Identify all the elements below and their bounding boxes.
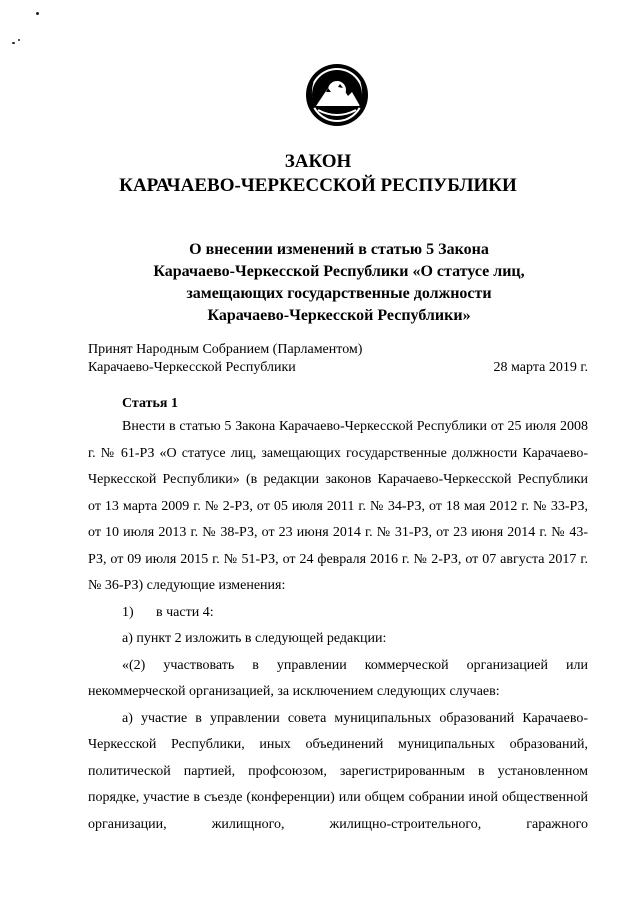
scan-speck [36, 12, 39, 15]
article-body [88, 414, 588, 838]
article-intro-paragraph: Внести в статью 5 Закона Карачаево-Черкесской Республики от 25 июля 2008 г. № 61-РЗ «О статусе лиц, замещающих государственные должности Карачаево-Черкесской Республики» (в редакции законов Карачаево-Черкесской Республики от 13 марта 2009 г. № 2-РЗ, от 05 июля 2011 г. № 34-РЗ, от 18 мая 2012 г. № 33-РЗ, от 10 июля 2013 г. № 38-РЗ, от 23 июня 2014 г. № 31-РЗ, от 23 июня 2014 г. № 43-РЗ, от 09 июля 2015 г. № 51-РЗ, от 24 февраля 2016 г. № 2-РЗ, от 07 августа 2017 г. № 36-РЗ) следующие изменения: [88, 419, 588, 593]
law-title-line2: КАРАЧАЕВО-ЧЕРКЕССКОЙ РЕСПУБЛИКИ [119, 175, 517, 196]
adopted-by-line1: Принят Народным Собранием (Парламентом) [88, 342, 363, 357]
quoted-paragraph: «(2) участвовать в управлении коммерческой организацией или некоммерческой организацией, за исключением следующих случаев: [88, 657, 588, 699]
scan-speck [12, 42, 15, 44]
article-heading: Статья 1 [122, 396, 178, 411]
coat-of-arms-emblem [304, 62, 370, 128]
law-title [0, 150, 636, 198]
subtitle-line2: Карачаево-Черкесской Республики «О статусе лиц, [153, 263, 525, 280]
adoption-info [88, 341, 588, 377]
sub-item-a: а) пункт 2 изложить в следующей редакции: [122, 631, 387, 646]
subtitle-line1: О внесении изменений в статью 5 Закона [189, 241, 489, 258]
adoption-date: 28 марта 2019 г. [493, 360, 588, 375]
item-text: в части 4: [156, 604, 214, 620]
law-subtitle [40, 239, 636, 327]
law-title-line1: ЗАКОН [284, 151, 352, 172]
item-number: 1) [122, 604, 134, 620]
subtitle-line3: замещающих государственные должности [186, 285, 492, 302]
scan-speck [18, 39, 20, 41]
case-a-paragraph: а) участие в управлении совета муниципальных образований Карачаево-Черкесской Республики, иных объединений муниципальных образований, политической партией, профсоюзом, зарегистрированным в установленном порядке, участие в съезде (конференции) или общем собрании иной общественной организации, жилищного, жилищно-строительного, гаражного [88, 710, 588, 832]
amendment-item-1 [88, 600, 588, 627]
subtitle-line4: Карачаево-Черкесской Республики» [207, 307, 471, 324]
adopted-by-line2: Карачаево-Черкесской Республики [88, 360, 296, 375]
